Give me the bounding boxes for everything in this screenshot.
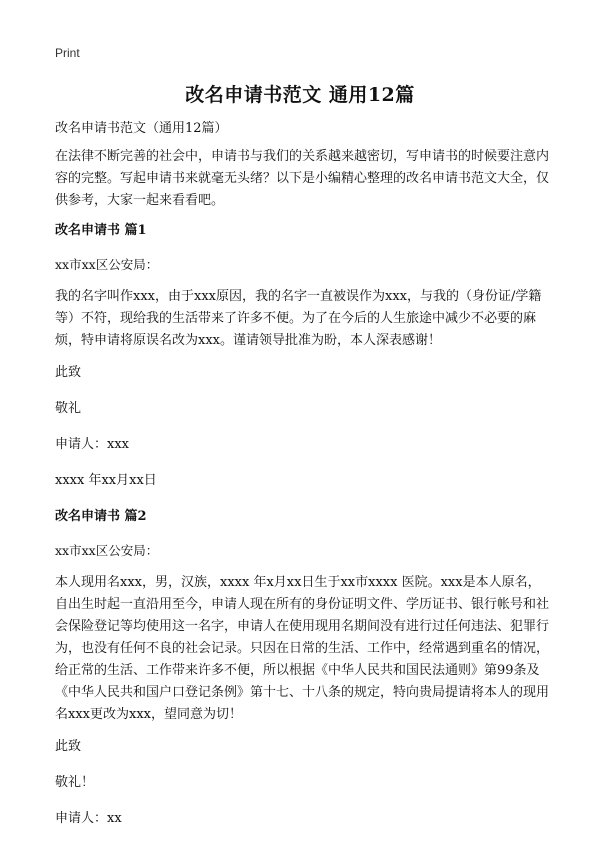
section-1-closing-1: 此致: [55, 365, 82, 380]
subtitle: 改名申请书范文（通用12篇）: [55, 121, 228, 136]
section-heading-2: 改名申请书 篇2: [55, 509, 147, 524]
section-1-date: xxxx 年xx月xx日: [55, 473, 157, 488]
section-2-closing-1: 此致: [55, 739, 82, 754]
document-body: [55, 118, 550, 844]
section-1-address: xx市xx区公安局：: [55, 257, 159, 272]
section-1-applicant: 申请人：xxx: [55, 437, 129, 452]
section-1-closing-2: 敬礼: [55, 401, 82, 416]
intro-paragraph: 在法律不断完善的社会中，申请书与我们的关系越来越密切，写申请书的时候要注意内容的完整。写起申请书来就毫无头绪？以下是小编精心整理的改名申请书范文大全，仅供参考，大家一起来看看吧。: [55, 149, 550, 208]
section-2-body: 本人现用名xxx，男，汉族，xxxx 年x月xx日生于xx市xxxx 医院。xxx是本人原名，自出生时起一直沿用至今，申请人现在所有的身份证明文件、学历证书、银行帐号和社会保险登记等均使用这一名字，申请人在使用现用名期间没有进行过任何违法、犯罪行为，也没有任何不良的社会记录。只因在日常的生活、工作中，经常遇到重名的情况，给正常的生活、工作带来许多不便，所以根据《中华人民共和国民法通则》第99条及《中华人民共和国户口登记条例》第十七、十八条的规定，特向贵局提请将本人的现用名xxx更改为xxx，望同意为切！: [55, 575, 550, 722]
document-title: 改名申请书范文 通用12篇: [185, 84, 415, 106]
section-2-closing-2: 敬礼！: [55, 775, 95, 790]
print-label: Print: [55, 46, 80, 60]
section-1-body: 我的名字叫作xxx，由于xxx原因，我的名字一直被误作为xxx，与我的（身份证/学籍等）不符，现给我的生活带来了许多不便。为了在今后的人生旅途中减少不必要的麻烦，特申请将原误名改为xxx。谨请领导批准为盼，本人深表感谢！: [55, 289, 542, 348]
section-heading-1: 改名申请书 篇1: [55, 223, 147, 238]
section-2-address: xx市xx区公安局：: [55, 543, 159, 558]
section-2-applicant: 申请人：xx: [55, 811, 122, 826]
